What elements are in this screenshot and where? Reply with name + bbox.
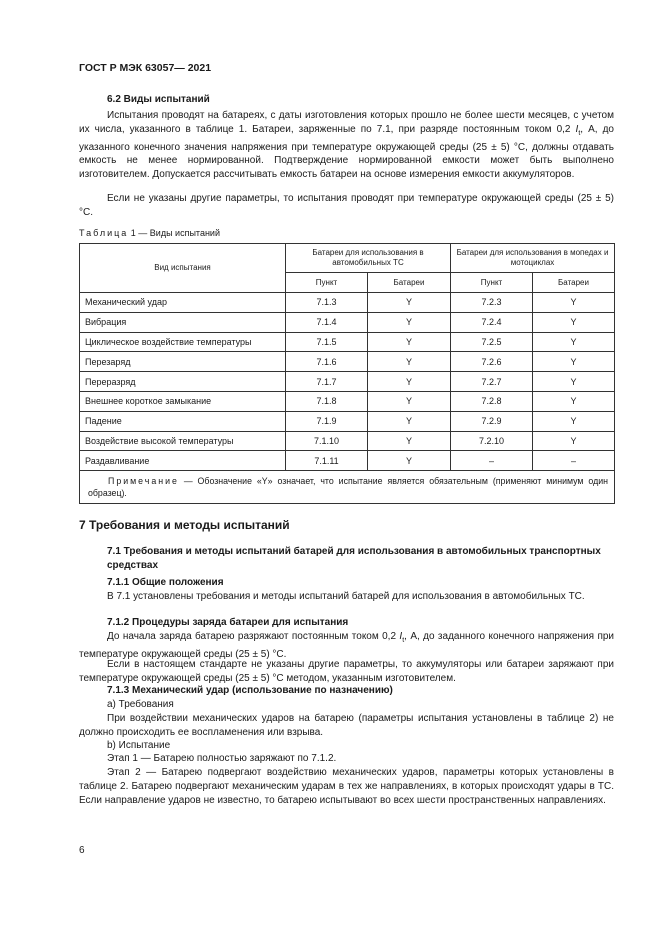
stage-2-text: Этап 2 — Батарею подвергают воздействию механических ударов, параметры которых установлены в таблице 2. Батарею подвергают механическим ударам в тех же направлениях, в которых происходят удары в ТС. Если направление ударов не известно, то батарею испытывают во всех шести пространственных направлениях. <box>79 767 614 806</box>
col-header-moto-clause: Пункт <box>451 273 533 293</box>
table-row: Падение 7.1.9 Y 7.2.9 Y <box>80 411 615 431</box>
section-7-1-3-heading: 7.1.3 Механический удар (использование по назначению) <box>107 685 393 696</box>
table-row: Воздействие высокой температуры 7.1.10 Y 7.2.10 Y <box>80 431 615 451</box>
table-1 <box>79 243 615 504</box>
requirements-label: a) Требования <box>107 699 174 710</box>
table-row: Переразряд 7.1.7 Y 7.2.7 Y <box>80 372 615 392</box>
section-7-1-2-text-2: Если в настоящем стандарте не указаны другие параметры, то аккумуляторы или батареи заряжают при температуре окружающей среды (25 ± 5) °С методом, указанным изготовителем. <box>79 659 614 684</box>
col-header-test-type: Вид испытания <box>80 244 286 293</box>
col-header-auto-clause: Пункт <box>286 273 368 293</box>
table-1-caption: Таблица 1 — Виды испытаний <box>79 228 220 238</box>
page-number: 6 <box>79 845 85 856</box>
section-7-heading: 7 Требования и методы испытаний <box>79 518 290 532</box>
section-6-2-paragraph-1: Испытания проводят на батареях, с даты изготовления которых прошло не более шести месяцев, с учетом их числа, указанного в таблице 1. Батареи, заряженные по 7.1, при разряде постоянным током 0,2 $I_t$, А, до указанного конечного значения напряжения при температуре окружающей среды (25 ± 5) °С, должны отдавать емкость не менее нормированной. Подтверждение нормированной емкости может быть выполнено изготовителем. Допускается рассчитывать емкость батареи на основе измерения емкости аккумуляторов. <box>79 110 614 181</box>
table-row: Раздавливание 7.1.11 Y – – <box>80 451 615 471</box>
section-7-1-heading: 7.1 Требования и методы испытаний батарей для использования в автомобильных транспортных средствах <box>107 546 601 571</box>
col-group-automobile: Батареи для использования в автомобильных ТС <box>286 244 451 273</box>
table-row: Внешнее короткое замыкание 7.1.8 Y 7.2.8 Y <box>80 391 615 411</box>
table-row: Перезаряд 7.1.6 Y 7.2.6 Y <box>80 352 615 372</box>
table-1-note: Примечание — Обозначение «Y» означает, что испытание является обязательным (применяют минимум один образец). <box>80 471 615 504</box>
section-6-2-heading: 6.2 Виды испытаний <box>107 94 210 105</box>
stage-1-text: Этап 1 — Батарею полностью заряжают по 7.1.2. <box>107 753 337 764</box>
section-7-1-2-text-1: До начала заряда батарею разряжают постоянным током 0,2 $I_t$, А, до заданного конечного напряжения при температуре окружающей среды (25 ± 5) °С. <box>79 631 615 660</box>
col-header-moto-battery: Батареи <box>533 273 615 293</box>
section-7-1-1-text: В 7.1 установлены требования и методы испытаний батарей для использования в автомобильных ТС. <box>107 591 585 602</box>
table-row: Механический удар 7.1.3 Y 7.2.3 Y <box>80 293 615 313</box>
table-row: Циклическое воздействие температуры 7.1.5 Y 7.2.5 Y <box>80 332 615 352</box>
requirements-text: При воздействии механических ударов на батарею (параметры испытания установлены в таблице 2) не должно происходить ее воспламенения или взрыва. <box>79 713 614 738</box>
col-header-auto-battery: Батареи <box>368 273 451 293</box>
table-row: Вибрация 7.1.4 Y 7.2.4 Y <box>80 312 615 332</box>
test-label: b) Испытание <box>107 740 171 751</box>
section-7-1-2-heading: 7.1.2 Процедуры заряда батареи для испытания <box>107 617 349 628</box>
document-header: ГОСТ Р МЭК 63057— 2021 <box>79 62 212 74</box>
section-6-2-paragraph-2: Если не указаны другие параметры, то испытания проводят при температуре окружающей среды (25 ± 5) °С. <box>79 193 614 218</box>
section-7-1-1-heading: 7.1.1 Общие положения <box>107 577 224 588</box>
col-group-moped: Батареи для использования в мопедах и мотоциклах <box>451 244 615 273</box>
